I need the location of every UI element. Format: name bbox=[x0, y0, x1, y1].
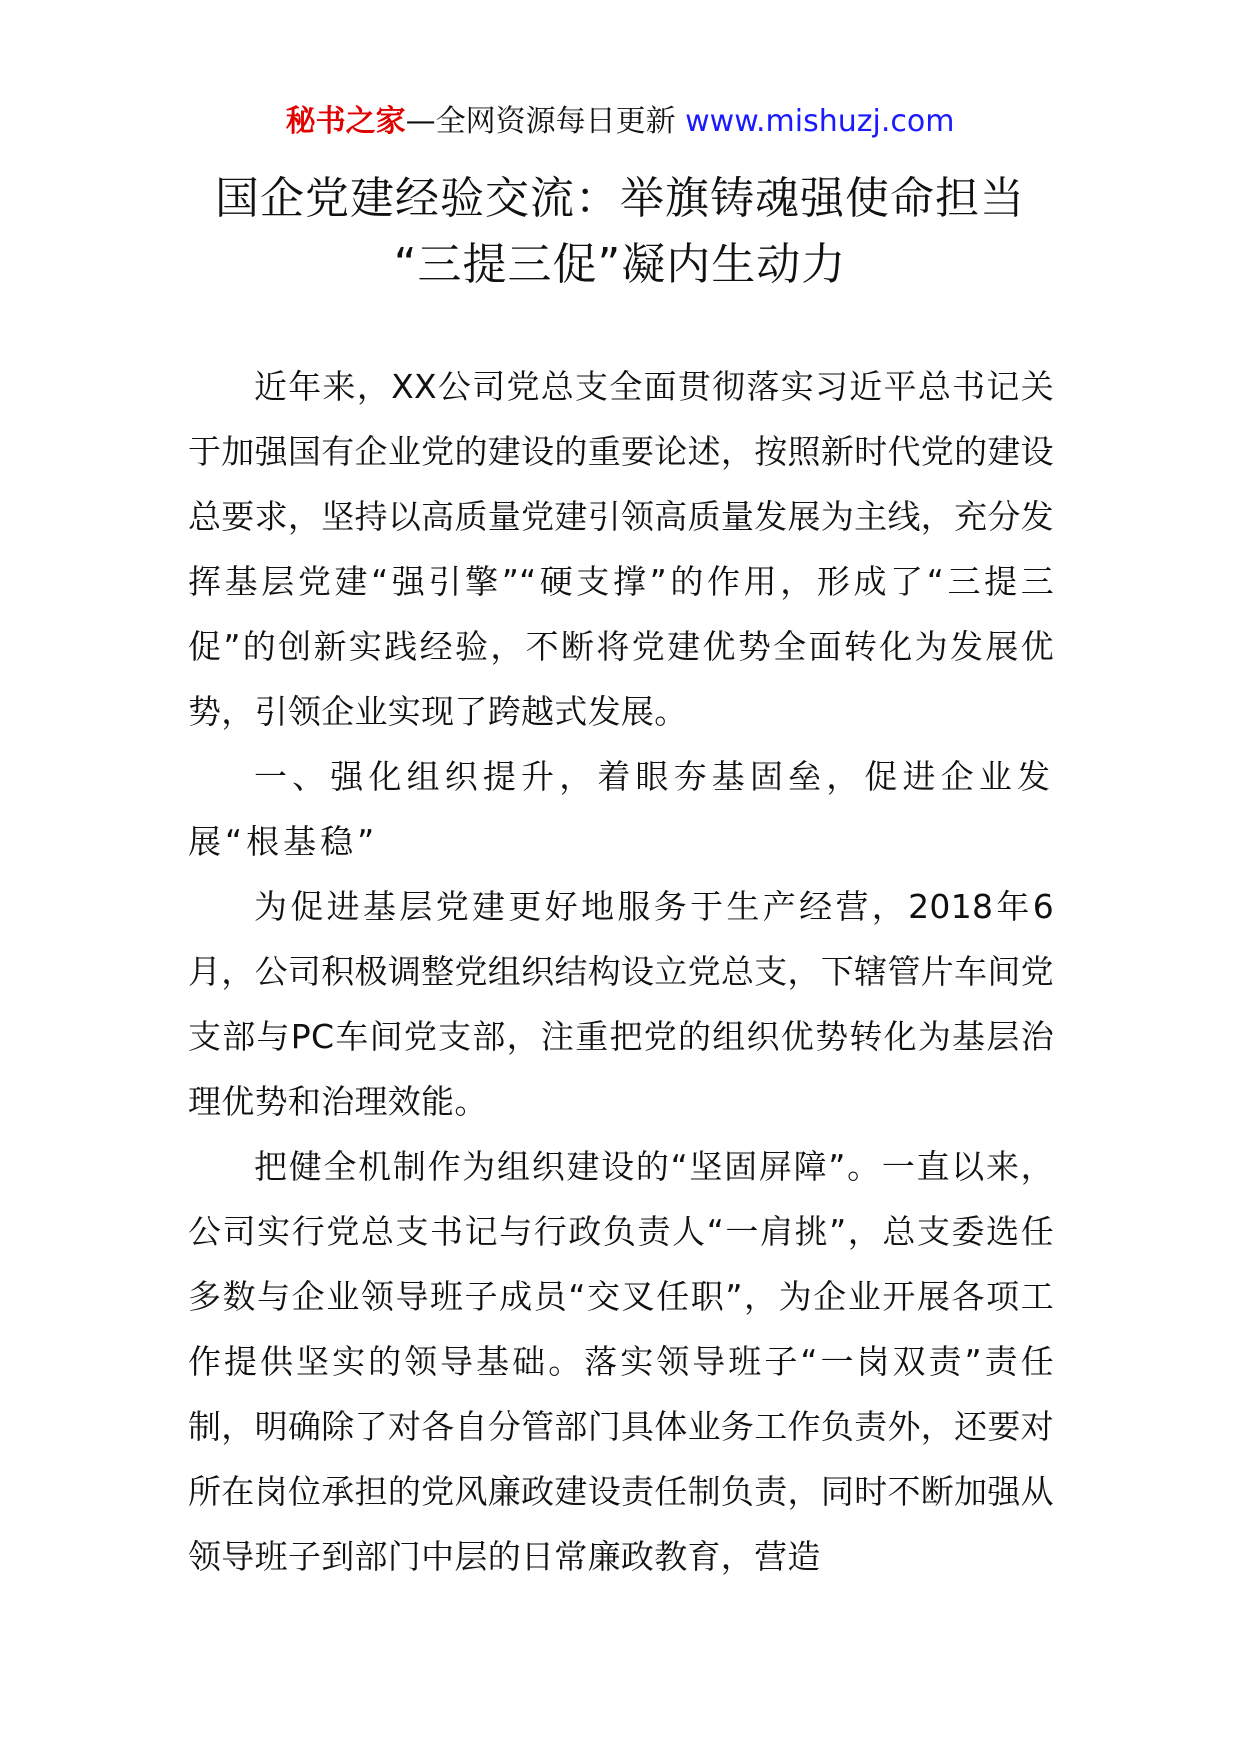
document-body bbox=[188, 354, 1054, 1589]
document-title bbox=[0, 166, 1240, 298]
site-tagline: —全网资源每日更新 bbox=[405, 104, 676, 139]
site-name: 秘书之家 bbox=[285, 104, 406, 139]
section-heading-1: 一、强化组织提升，着眼夯基固垒，促进企业发展“根基稳” bbox=[188, 757, 1054, 861]
site-header bbox=[0, 100, 1240, 144]
title-line-1: 国企党建经验交流：举旗铸魂强使命担当 bbox=[215, 173, 1025, 224]
title-line-2: “三提三促”凝内生动力 bbox=[393, 239, 847, 290]
paragraph-mechanism: 把健全机制作为组织建设的“坚固屏障”。一直以来，公司实行党总支书记与行政负责人“一肩挑”，总支委选任多数与企业领导班子成员“交叉任职”，为企业开展各项工作提供坚实的领导基础。落实领导班子“一岗双责”责任制，明确除了对各自分管部门具体业务工作负责外，还要对所在岗位承担的党风廉政建设责任制负责，同时不断加强从领导班子到部门中层的日常廉政教育，营造 bbox=[188, 1147, 1054, 1576]
paragraph-intro: 近年来，XX公司党总支全面贯彻落实习近平总书记关于加强国有企业党的建设的重要论述，按照新时代党的建设总要求，坚持以高质量党建引领高质量发展为主线，充分发挥基层党建“强引擎”“硬支撑”的作用，形成了“三提三促”的创新实践经验，不断将党建优势全面转化为发展优势，引领企业实现了跨越式发展。 bbox=[188, 367, 1054, 731]
paragraph-section-1-intro: 为促进基层党建更好地服务于生产经营，2018年6月，公司积极调整党组织结构设立党总支，下辖管片车间党支部与PC车间党支部，注重把党的组织优势转化为基层治理优势和治理效能。 bbox=[188, 887, 1054, 1121]
site-url-link[interactable]: www.mishuzj.com bbox=[685, 104, 955, 139]
